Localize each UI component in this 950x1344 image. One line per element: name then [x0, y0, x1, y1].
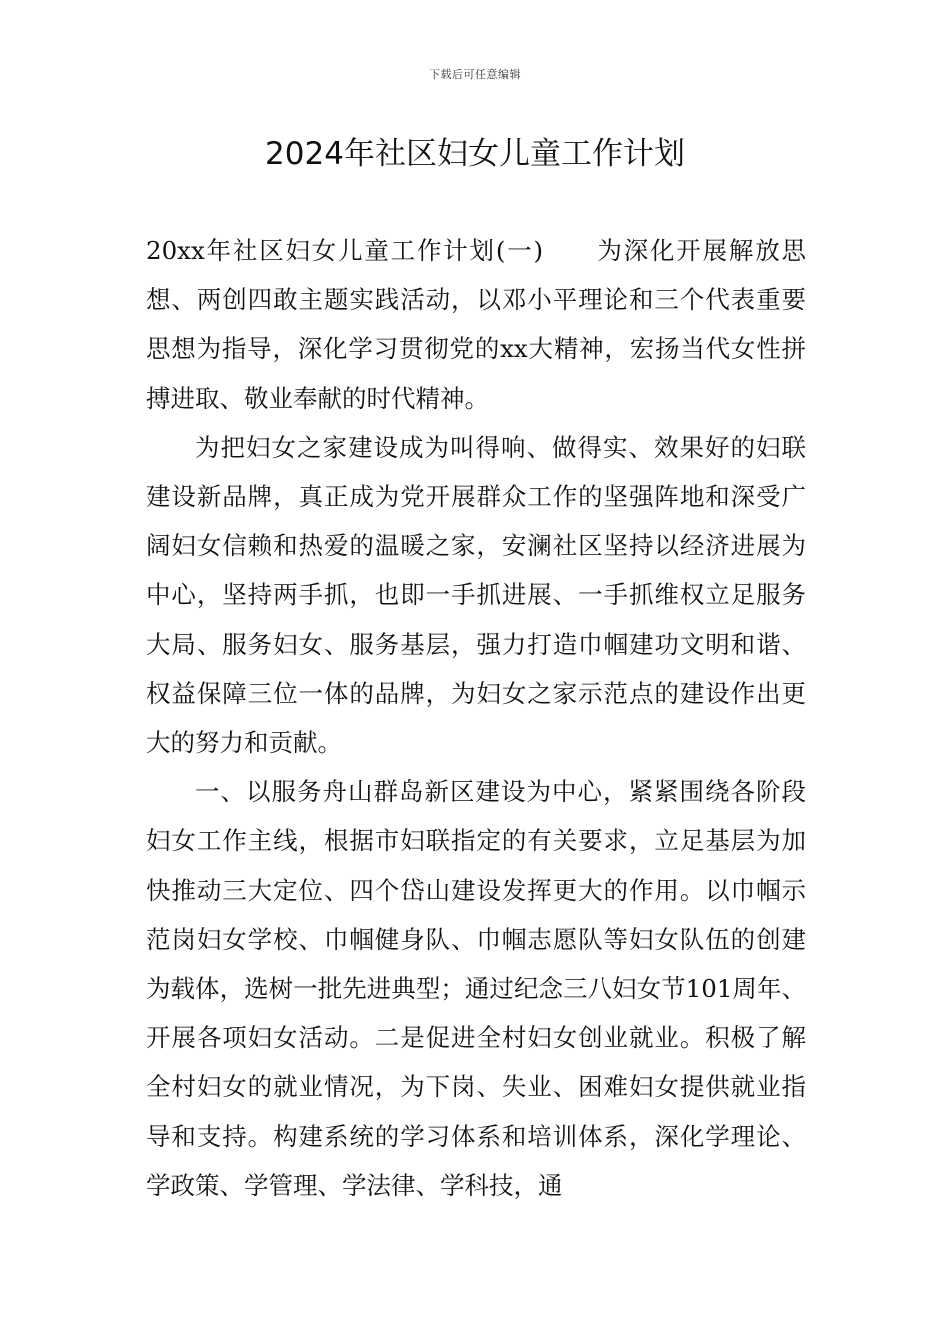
- paragraph-intro: 20xx年社区妇女儿童工作计划(一) 为深化开展解放思想、两创四敢主题实践活动，以邓小平理论和三个代表重要思想为指导，深化学习贯彻党的xx大精神，宏扬当代女性拼搏进取、敬业奉献的时代精神。: [146, 236, 806, 413]
- paragraph-womens-home: 为把妇女之家建设成为叫得响、做得实、效果好的妇联建设新品牌，真正成为党开展群众工作的坚强阵地和深受广阔妇女信赖和热爱的温暖之家，安澜社区坚持以经济进展为中心，坚持两手抓，也即一手抓进展、一手抓维权立足服务大局、服务妇女、服务基层，强力打造巾帼建功文明和谐、权益保障三位一体的品牌，为妇女之家示范点的建设作出更大的努力和贡献。: [146, 432, 806, 758]
- header-note: 下载后可任意编辑: [429, 68, 521, 81]
- document-body: [146, 226, 806, 1210]
- paragraph-section-one: 一、以服务舟山群岛新区建设为中心，紧紧围绕各阶段妇女工作主线，根据市妇联指定的有关要求，立足基层为加快推动三大定位、四个岱山建设发挥更大的作用。以巾帼示范岗妇女学校、巾帼健身队、巾帼志愿队等妇女队伍的创建为载体，选树一批先进典型；通过纪念三八妇女节101周年、开展各项妇女活动。二是促进全村妇女创业就业。积极了解全村妇女的就业情况，为下岗、失业、困难妇女提供就业指导和支持。构建系统的学习体系和培训体系，深化学理论、学政策、学管理、学法律、学科技，通: [146, 777, 806, 1200]
- document-title: 2024年社区妇女儿童工作计划: [265, 136, 685, 172]
